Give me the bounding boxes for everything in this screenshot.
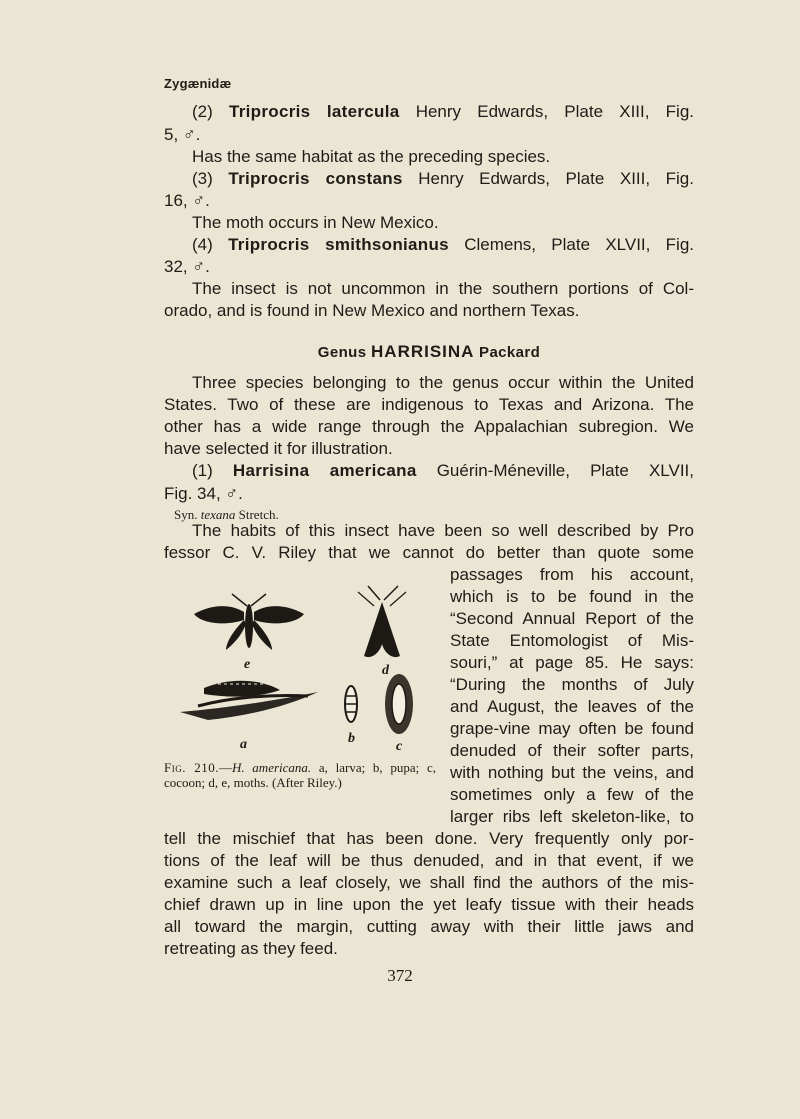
synonym: Syn. texana Stretch. <box>174 507 279 522</box>
species-name: Triprocris constans <box>228 169 403 188</box>
entry-4-figref: 32, ♂. <box>164 257 210 276</box>
entry-4-title: (4) Triprocris smithsonianus Clemens, Plate XLVII, Fig. <box>192 235 694 254</box>
habits-after-3: examine such a leaf closely, we shall find the authors of the mis- <box>164 873 694 892</box>
entry-2-figref: 5, ♂. <box>164 125 201 144</box>
habits-line-2: fessor C. V. Riley that we cannot do better than quote some <box>164 543 694 562</box>
habits-narrow-9: denuded of their softer parts, <box>450 741 694 760</box>
species-name: Triprocris latercula <box>228 102 400 121</box>
insect-illustration <box>168 580 438 760</box>
larvae-a-drawing <box>180 681 318 720</box>
entry-3-figref: 16, ♂. <box>164 191 210 210</box>
genus-para-1: Three species belonging to the genus occur within the United <box>192 373 694 392</box>
habits-narrow-5: souri,” at page 85. He says: <box>450 653 694 672</box>
habits-line-1: The habits of this insect have been so well described by Pro <box>192 521 694 540</box>
species-name: Triprocris smithsonianus <box>228 235 449 254</box>
running-head: Zygænidæ <box>164 76 232 91</box>
label-a: a <box>240 737 247 752</box>
entry-3-desc: The moth occurs in New Mexico. <box>192 213 439 232</box>
habits-narrow-4: State Entomologist of Mis- <box>450 631 694 650</box>
figure-210 <box>168 580 438 760</box>
habits-narrow-6: “During the months of July <box>450 675 694 694</box>
label-d: d <box>382 663 389 678</box>
label-b: b <box>348 731 355 746</box>
entry-2-desc: Has the same habitat as the preceding species. <box>192 147 551 166</box>
figure-caption: Fig. 210.—H. americana. a, larva; b, pupa; c, cocoon; d, e, moths. (After Riley.) <box>164 760 436 790</box>
habits-narrow-10: with nothing but the veins, and <box>450 763 694 782</box>
moth-e-drawing <box>194 594 304 650</box>
cocoon-c-drawing <box>385 674 413 734</box>
habits-narrow-3: “Second Annual Report of the <box>450 609 694 628</box>
entry-3-title: (3) Triprocris constans Henry Edwards, Plate XIII, Fig. <box>192 169 694 188</box>
habits-narrow-7: and August, the leaves of the <box>450 697 694 716</box>
habits-after-1: tell the mischief that has been done. Very frequently only por- <box>164 829 694 848</box>
habits-narrow-11: sometimes only a few of the <box>450 785 694 804</box>
habits-narrow-2: which is to be found in the <box>450 587 694 606</box>
habits-after-5: all toward the margin, cutting away with their little jaws and <box>164 917 694 936</box>
pupa-b-drawing <box>345 686 357 722</box>
genus-para-4: have selected it for illustration. <box>164 439 393 458</box>
habits-after-4: chief drawn up in line upon the yet leafy tissue with their heads <box>164 895 694 914</box>
harrisina-figref: Fig. 34, ♂. <box>164 484 243 503</box>
entry-4-desc-2: orado, and is found in New Mexico and northern Texas. <box>164 301 580 320</box>
label-c: c <box>396 739 403 754</box>
moth-d-drawing <box>358 586 406 657</box>
page-number: 372 <box>387 966 413 985</box>
entry-2-title: (2) Triprocris latercula Henry Edwards, Plate XIII, Fig. <box>192 102 694 121</box>
habits-after-6: retreating as they feed. <box>164 939 338 958</box>
harrisina-title: (1) Harrisina americana Guérin-Méneville, Plate XLVII, <box>192 461 694 480</box>
genus-para-2: States. Two of these are indigenous to Texas and Arizona. The <box>164 395 694 414</box>
genus-heading: Genus HARRISINA Packard <box>317 342 541 361</box>
entry-4-desc-1: The insect is not uncommon in the southern portions of Col- <box>192 279 694 298</box>
habits-narrow-1: passages from his account, <box>450 565 694 584</box>
species-name: Harrisina americana <box>232 461 417 480</box>
genus-para-3: other has a wide range through the Appalachian subregion. We <box>164 417 694 436</box>
label-e: e <box>244 657 251 672</box>
habits-narrow-12: larger ribs left skeleton-like, to <box>450 807 694 826</box>
habits-narrow-8: grape-vine may often be found <box>450 719 694 738</box>
habits-after-2: tions of the leaf will be thus denuded, and in that event, if we <box>164 851 694 870</box>
